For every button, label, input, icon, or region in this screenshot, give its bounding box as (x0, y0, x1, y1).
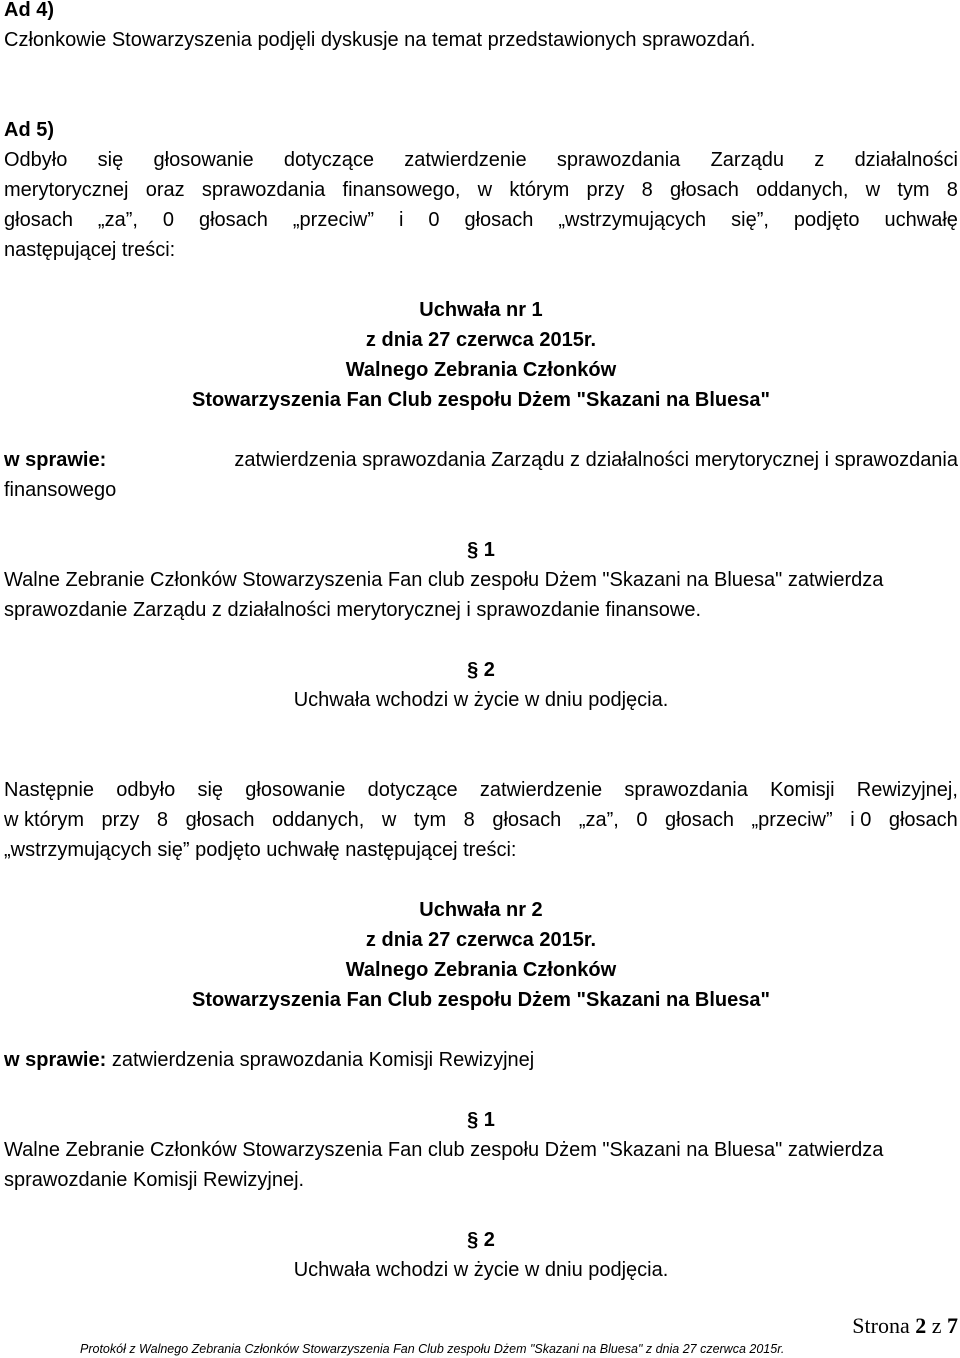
word: sprawozdania (624, 779, 748, 801)
word: głosach (185, 809, 255, 831)
ad5-line (4, 146, 958, 174)
word: głosowanie (245, 779, 346, 801)
resolution1-title: Uchwała nr 1 (419, 299, 543, 321)
word: dotyczące (283, 149, 374, 171)
word: którym (509, 179, 570, 201)
page-of: z (931, 1313, 942, 1338)
word: oddanych, (272, 809, 365, 831)
ad4-text: Członkowie Stowarzyszenia podjęli dyskusje na temat przedstawionych sprawozdań. (4, 29, 756, 51)
word: w (477, 179, 493, 201)
resolution1-par1-mark: § 1 (467, 539, 495, 561)
word: Komisji (770, 779, 835, 801)
word: się (197, 779, 224, 801)
vote2-last-line: „wstrzymujących się” podjęto uchwałę następującej treści: (4, 839, 517, 861)
word: głosach (665, 809, 734, 831)
word: sprawozdania (556, 149, 681, 171)
word: i (398, 209, 404, 231)
word: przy (586, 179, 625, 201)
footer-note: Protokół z Walnego Zebrania Członków Stowarzyszenia Fan Club zespołu Dżem "Skazani na Bluesa" z dnia 27 czerwca 2015r. (80, 1342, 785, 1356)
word: 0 (162, 209, 174, 231)
word: merytorycznej (4, 179, 129, 201)
word: z (814, 149, 825, 171)
resolution1-matter (4, 446, 958, 474)
word: oddanych, (756, 179, 849, 201)
page-current: 2 (915, 1313, 927, 1338)
word: głosach (464, 209, 534, 231)
word: głosach (888, 809, 958, 831)
page-word: Strona (852, 1313, 910, 1338)
word: oraz (145, 179, 185, 201)
word: tym (413, 809, 447, 831)
word: Następnie (4, 779, 95, 801)
ad5-line (4, 206, 958, 234)
resolution1-matter-line2: finansowego (4, 479, 117, 501)
word: i 0 (850, 809, 872, 831)
word: podjęto (793, 209, 860, 231)
word: „wstrzymujących (558, 209, 707, 231)
page-total: 7 (947, 1313, 958, 1338)
word: się (97, 149, 124, 171)
word: Zarządu (710, 149, 784, 171)
resolution2-title: Uchwała nr 2 (419, 899, 543, 921)
word: w którym (4, 809, 84, 831)
resolution2-body-name: Walnego Zebrania Członków (345, 959, 617, 981)
resolution1-par2-mark: § 2 (467, 659, 495, 681)
word: 8 (641, 179, 653, 201)
resolution2-par1-line2: sprawozdanie Komisji Rewizyjnej. (4, 1169, 305, 1191)
word: „przeciw” (292, 209, 374, 231)
word: Rewizyjnej, (856, 779, 958, 801)
resolution2-par1-line1: Walne Zebranie Członków Stowarzyszenia Fan club zespołu Dżem "Skazani na Bluesa" zatwierdza (4, 1139, 884, 1161)
word: uchwałę (884, 209, 958, 231)
word: finansowego, (342, 179, 461, 201)
ad5-last-line: następującej treści: (4, 239, 176, 261)
word: sprawozdania (201, 179, 326, 201)
word: zatwierdzenie (404, 149, 527, 171)
resolution2-date: z dnia 27 czerwca 2015r. (365, 929, 597, 951)
resolution2-matter (4, 1046, 958, 1074)
word: 8 (463, 809, 475, 831)
word: tym (897, 179, 930, 201)
word: 8 (946, 179, 958, 201)
resolution1-date: z dnia 27 czerwca 2015r. (365, 329, 597, 351)
word: Odbyło (4, 149, 68, 171)
ad5-line (4, 176, 958, 204)
matter-label: w sprawie: (4, 449, 107, 471)
resolution2-par2-mark: § 2 (467, 1229, 495, 1251)
word: przy (101, 809, 140, 831)
word: odbyło (116, 779, 176, 801)
word: głosach (4, 209, 73, 231)
ad4-heading: Ad 4) (4, 0, 54, 21)
word: w (381, 809, 397, 831)
resolution1-par1-line1: Walne Zebranie Członków Stowarzyszenia Fan club zespołu Dżem "Skazani na Bluesa" zatwierdza (4, 569, 884, 591)
page-number (852, 1313, 958, 1339)
word: głosowanie (153, 149, 254, 171)
resolution2-par2-text: Uchwała wchodzi w życie w dniu podjęcia. (293, 1259, 669, 1281)
matter-label: w sprawie: (4, 1049, 107, 1071)
resolution1-par1-line2: sprawozdanie Zarządu z działalności merytorycznej i sprawozdanie finansowe. (4, 599, 702, 621)
word: głosach (198, 209, 268, 231)
resolution2-org: Stowarzyszenia Fan Club zespołu Dżem "Skazani na Bluesa" (191, 989, 770, 1011)
resolution1-org: Stowarzyszenia Fan Club zespołu Dżem "Skazani na Bluesa" (191, 389, 770, 411)
word: „za”, (97, 209, 138, 231)
matter-text: zatwierdzenia sprawozdania Zarządu z działalności merytorycznej i sprawozdania (234, 449, 958, 471)
vote2-line (4, 776, 958, 804)
word: głosach (669, 179, 739, 201)
resolution1-par2-text: Uchwała wchodzi w życie w dniu podjęcia. (293, 689, 669, 711)
word: 0 (428, 209, 440, 231)
word: 0 (636, 809, 648, 831)
resolution2-par1-mark: § 1 (467, 1109, 495, 1131)
word: zatwierdzenie (479, 779, 603, 801)
matter-text: zatwierdzenia sprawozdania Komisji Rewizyjnej (111, 1049, 535, 1071)
resolution1-body-name: Walnego Zebrania Członków (345, 359, 617, 381)
word: 8 (156, 809, 169, 831)
word: w (865, 179, 881, 201)
ad5-heading: Ad 5) (4, 119, 54, 141)
word: „za”, (578, 809, 619, 831)
word: działalności (854, 149, 958, 171)
word: „przeciw” (751, 809, 833, 831)
word: głosach (492, 809, 562, 831)
word: się”, (731, 209, 769, 231)
word: dotyczące (367, 779, 458, 801)
vote2-line (4, 806, 958, 834)
